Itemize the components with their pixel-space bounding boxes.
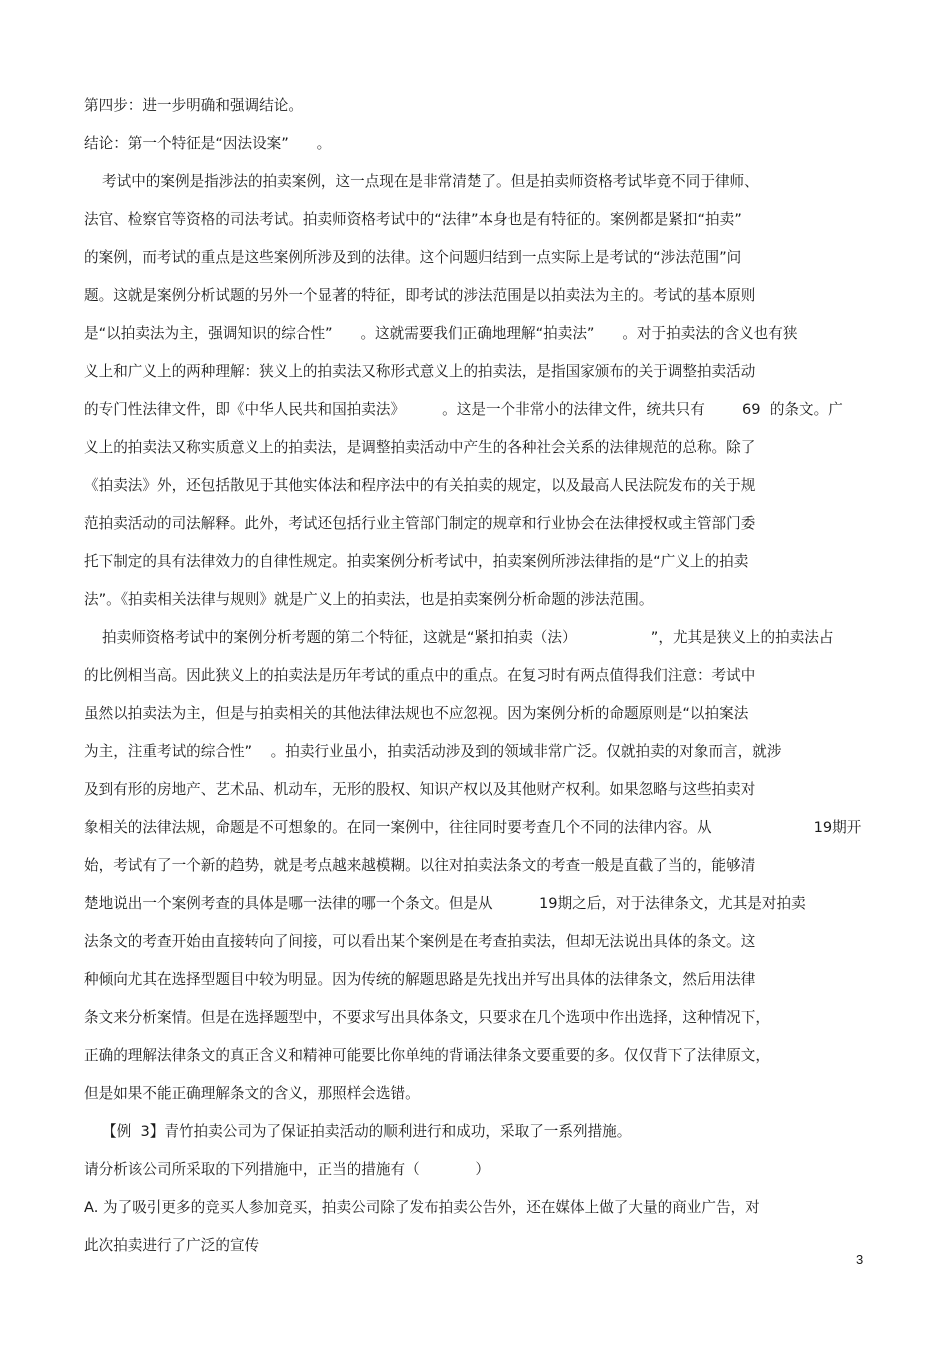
text-line: 的比例相当高。因此狭义上的拍卖法是历年考试的重点中的重点。在复习时有两点值得我们注意：考试中 [84, 667, 756, 684]
example-heading: 【例 3】青竹拍卖公司为了保证拍卖活动的顺利进行和成功，采取了一系列措施。 [102, 1123, 632, 1140]
text-line: 义上和广义上的两种理解：狭义上的拍卖法又称形式意义上的拍卖法，是指国家颁布的关于调整拍卖活动 [84, 363, 756, 380]
text-line: 条文来分析案情。但是在选择题型中，不要求写出具体条文，只要求在几个选项中作出选择，这种情况下， [84, 1009, 770, 1026]
text-line: 的专门性法律文件，即《中华人民共和国拍卖法》 。这是一个非常小的法律文件，统共只有 69 的条文。广 [84, 401, 843, 418]
text-line-step4: 第四步：进一步明确和强调结论。 [84, 97, 303, 114]
text-line: 是“以拍卖法为主，强调知识的综合性” 。这就需要我们正确地理解“拍卖法” 。对于拍卖法的含义也有狭 [84, 325, 798, 342]
text-line: 楚地说出一个案例考查的具体是哪一法律的哪一个条文。但是从 19期之后，对于法律条文，尤其是对拍卖 [84, 895, 806, 912]
text-line: 题。这就是案例分析试题的另外一个显著的特征，即考试的涉法范围是以拍卖法为主的。考试的基本原则 [84, 287, 756, 304]
text-line: 虽然以拍卖法为主，但是与拍卖相关的其他法律法规也不应忽视。因为案例分析的命题原则是“以拍案法 [84, 705, 749, 722]
text-line: 范拍卖活动的司法解释。此外，考试还包括行业主管部门制定的规章和行业协会在法律授权或主管部门委 [84, 515, 756, 532]
text-line: 的案例，而考试的重点是这些案例所涉及到的法律。这个问题归结到一点实际上是考试的“涉法范围”问 [84, 249, 742, 266]
option-a-line: 此次拍卖进行了广泛的宣传 [84, 1237, 260, 1254]
page-number: 3 [856, 1252, 864, 1267]
text-line: 象相关的法律法规，命题是不可想象的。在同一案例中，往往同时要考查几个不同的法律内容。从 19期开 [84, 819, 862, 836]
text-line: 法官、检察官等资格的司法考试。拍卖师资格考试中的“法律”本身也是有特征的。案例都是紧扣“拍卖” [84, 211, 742, 228]
text-line: 正确的理解法律条文的真正含义和精神可能要比你单纯的背诵法律条文要重要的多。仅仅背下了法律原文， [84, 1047, 770, 1064]
text-line: 法条文的考查开始由直接转向了间接，可以看出某个案例是在考查拍卖法，但却无法说出具体的条文。这 [84, 933, 756, 950]
text-line: 但是如果不能正确理解条文的含义，那照样会选错。 [84, 1085, 420, 1102]
text-line: 为主，注重考试的综合性” 。拍卖行业虽小，拍卖活动涉及到的领域非常广泛。仅就拍卖的对象而言，就涉 [84, 743, 782, 760]
text-line: 始，考试有了一个新的趋势，就是考点越来越模糊。以往对拍卖法条文的考查一般是直截了当的，能够清 [84, 857, 756, 874]
text-line-conclusion: 结论：第一个特征是“因法设案” 。 [84, 135, 332, 152]
text-line: 及到有形的房地产、艺术品、机动车，无形的股权、知识产权以及其他财产权利。如果忽略与这些拍卖对 [84, 781, 756, 798]
text-line: 拍卖师资格考试中的案例分析考题的第二个特征，这就是“紧扣拍卖（法） ”，尤其是狭义上的拍卖法占 [102, 629, 834, 646]
text-line: 考试中的案例是指涉法的拍卖案例，这一点现在是非常清楚了。但是拍卖师资格考试毕竟不同于律师、 [102, 173, 759, 190]
text-line: 法”。《拍卖相关法律与规则》就是广义上的拍卖法，也是拍卖案例分析命题的涉法范围。 [84, 591, 654, 608]
text-line: 《拍卖法》外，还包括散见于其他实体法和程序法中的有关拍卖的规定，以及最高人民法院发布的关于规 [84, 477, 756, 494]
text-line: 义上的拍卖法又称实质意义上的拍卖法，是调整拍卖活动中产生的各种社会关系的法律规范的总称。除了 [84, 439, 756, 456]
question-line: 请分析该公司所采取的下列措施中，正当的措施有（ ） [84, 1161, 490, 1178]
text-line: 托下制定的具有法律效力的自律性规定。拍卖案例分析考试中，拍卖案例所涉法律指的是“广义上的拍卖 [84, 553, 749, 570]
option-a-line: A. 为了吸引更多的竞买人参加竞买，拍卖公司除了发布拍卖公告外，还在媒体上做了大量的商业广告，对 [84, 1199, 760, 1216]
text-line: 种倾向尤其在选择型题目中较为明显。因为传统的解题思路是先找出并写出具体的法律条文，然后用法律 [84, 971, 756, 988]
